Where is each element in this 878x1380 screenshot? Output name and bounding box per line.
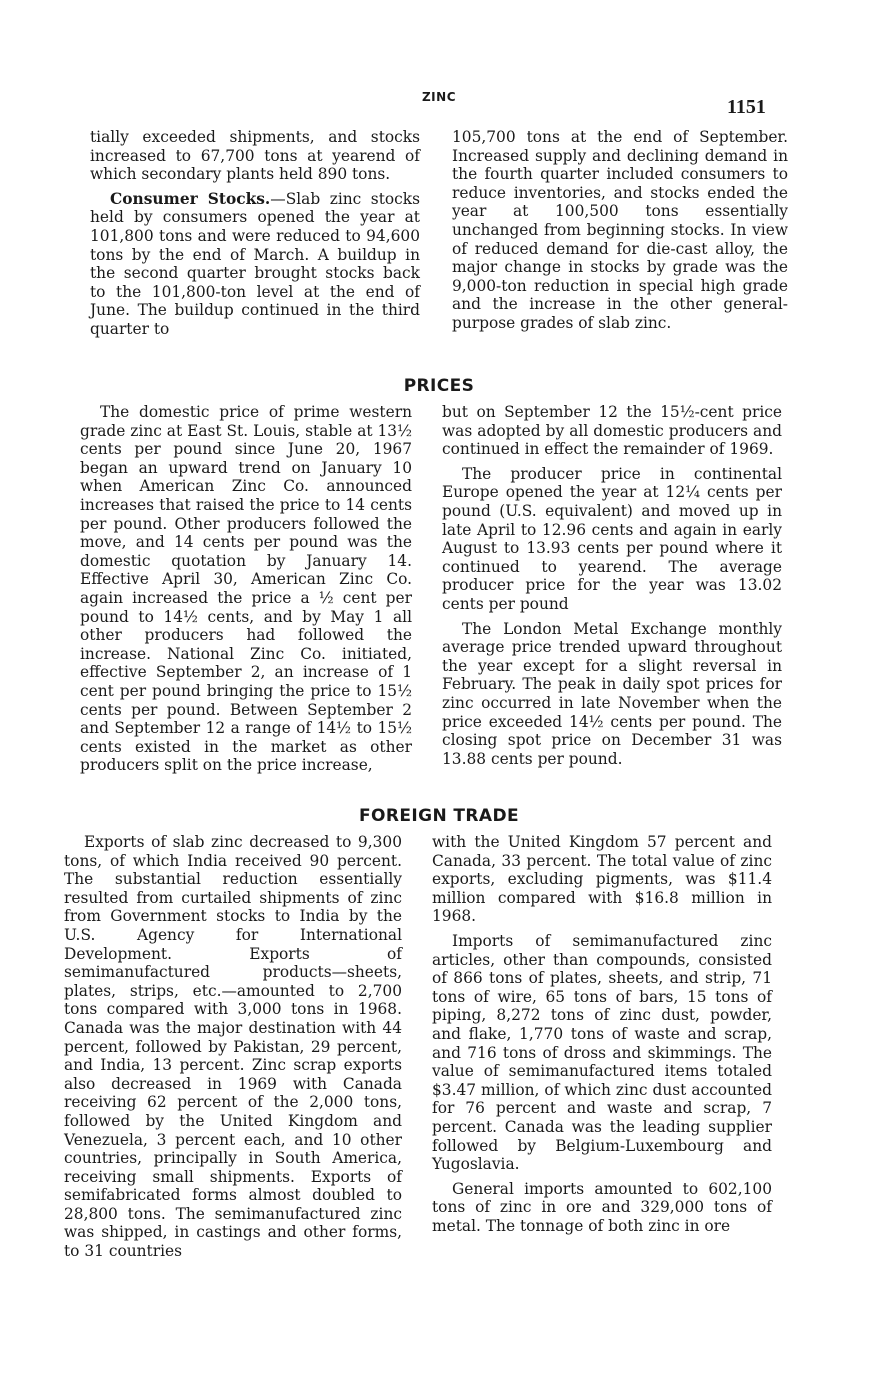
top-right-column bbox=[452, 128, 788, 339]
section-heading-foreign-trade: FOREIGN TRADE bbox=[359, 806, 519, 826]
paragraph: The London Metal Exchange monthly average price trended upward throughout the year except for a slight reversal in February. The peak in daily spot prices for zinc occurred in late November when the price exceeded 14½ cents per pound. The closing spot price on December 31 was 13.88 cents per pound. bbox=[442, 619, 782, 768]
paragraph: Exports of slab zinc decreased to 9,300 tons, of which India received 90 percent. The substantial reduction essentially resulted from curtailed shipments of zinc from Government stocks to India by the U.S. Agency for International Development. Exports of semimanufactured products—sheets, plates, strips, etc.—amounted to 2,700 tons compared with 3,000 tons in 1968. Canada was the major destination with 44 percent, followed by Pakistan, 29 percent, and India, 13 percent. Zinc scrap exports also decreased in 1969 with Canada receiving 62 percent of the 2,000 tons, followed by the United Kingdom and Venezuela, 3 percent each, and 10 other countries, principally in South America, receiving small shipments. Exports of semifabricated forms almost doubled to 28,800 tons. The semimanufactured zinc was shipped, in castings and other forms, to 31 countries bbox=[64, 833, 402, 1261]
paragraph: The domestic price of prime western grade zinc at East St. Louis, stable at 13½ cents per pound since June 20, 1967 began an upward trend on January 10 when American Zinc Co. announced increases that raised the price to 14 cents per pound. Other producers followed the move, and 14 cents per pound was the domestic quotation by January 14. Effective April 30, American Zinc Co. again increased the price a ½ cent per pound to 14½ cents, and by May 1 all other producers had followed the increase. National Zinc Co. initiated, effective September 2, an increase of 1 cent per pound bringing the price to 15½ cents per pound. Between September 2 and September 12 a range of 14½ to 15½ cents existed in the market as other producers split on the price increase, bbox=[80, 403, 412, 775]
prices-left-column bbox=[80, 403, 412, 781]
section-heading-prices: PRICES bbox=[403, 376, 475, 396]
paragraph-text: —Slab zinc stocks held by consumers opened the year at 101,800 tons and were reduced to 94,600 tons by the end of March. A buildup in the second quarter brought stocks back to the 101,800-ton level at the end of June. The buildup continued in the third quarter to bbox=[90, 189, 420, 338]
foreign-trade-section bbox=[0, 833, 878, 1261]
prices-right-column bbox=[442, 403, 782, 774]
consumer-stocks-paragraph bbox=[90, 190, 420, 339]
foreign-trade-left-column bbox=[64, 833, 402, 1267]
paragraph: tially exceeded shipments, and stocks increased to 67,700 tons at yearend of which secondary plants held 890 tons. bbox=[90, 128, 420, 184]
top-section bbox=[0, 128, 878, 348]
paragraph: General imports amounted to 602,100 tons of zinc in ore and 329,000 tons of metal. The tonnage of both zinc in ore bbox=[432, 1179, 772, 1235]
paragraph: with the United Kingdom 57 percent and Canada, 33 percent. The total value of zinc exports, excluding pigments, was $11.4 million compared with $16.8 million in 1968. bbox=[432, 833, 772, 926]
page-number: 1151 bbox=[727, 96, 766, 118]
running-head: ZINC bbox=[421, 90, 456, 104]
paragraph: 105,700 tons at the end of September. Increased supply and declining demand in the fourth quarter included consumers to reduce inventories, and stocks ended the year at 100,500 tons essentially unchanged from beginning stocks. In view of reduced demand for die-cast alloy, the major change in stocks by grade was the 9,000-ton reduction in special high grade and the increase in the other general-purpose grades of slab zinc. bbox=[452, 128, 788, 332]
foreign-trade-right-column bbox=[432, 833, 772, 1241]
top-left-column bbox=[90, 128, 420, 345]
paragraph: Imports of semimanufactured zinc articles, other than compounds, consisted of 866 tons of plates, sheets, and strip, 71 tons of wire, 65 tons of bars, 15 tons of piping, 8,272 tons of zinc dust, powder, and flake, 1,770 tons of waste and scrap, and 716 tons of dross and skimmings. The value of semimanufactured items totaled $3.47 million, of which zinc dust accounted for 76 percent and waste and scrap, 7 percent. Canada was the leading supplier followed by Belgium-Luxembourg and Yugoslavia. bbox=[432, 931, 772, 1174]
paragraph: The producer price in continental Europe opened the year at 12¼ cents per pound (U.S. equivalent) and moved up in late April to 12.96 cents and again in early August to 13.93 cents per pound where it continued to yearend. The average producer price for the year was 13.02 cents per pound bbox=[442, 464, 782, 613]
run-in-heading: Consumer Stocks. bbox=[110, 189, 271, 208]
paragraph: but on September 12 the 15½-cent price was adopted by all domestic producers and continued in effect the remainder of 1969. bbox=[442, 403, 782, 459]
prices-section bbox=[0, 403, 878, 783]
